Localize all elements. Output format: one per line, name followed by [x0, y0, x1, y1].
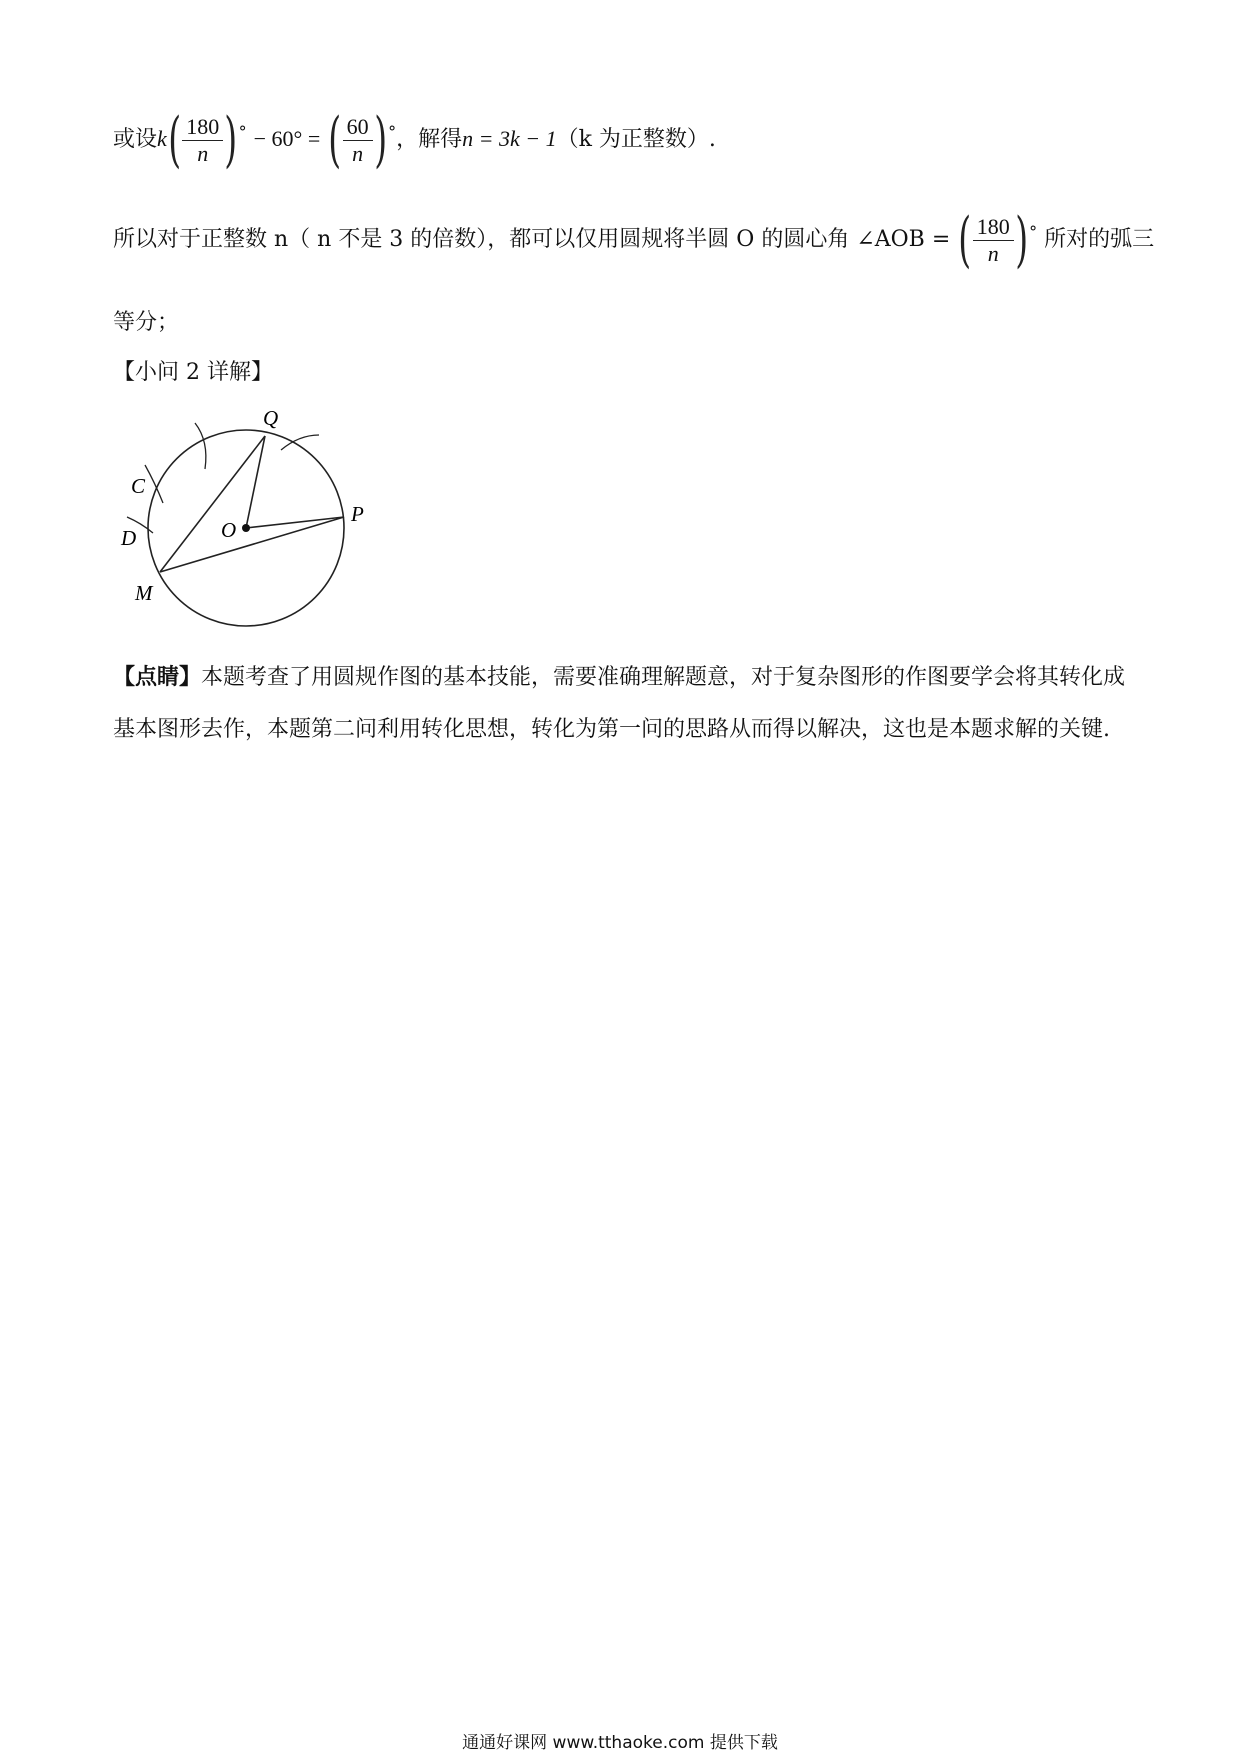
construction-arc	[281, 435, 319, 450]
section-heading: 【小问 2 详解】	[113, 360, 273, 385]
label-M: M	[135, 581, 153, 605]
paren-left: (	[168, 105, 181, 175]
fraction-numerator: 60	[343, 114, 373, 141]
text-line-2	[113, 205, 1155, 275]
fraction-denominator: n	[352, 140, 364, 166]
circle-construction-figure	[113, 405, 393, 630]
paren-right: )	[1014, 205, 1028, 275]
comment-line-2: 基本图形去作，本题第二问利用转化思想，转化为第一问的思路从而得以解决，这也是本题求解的关键.	[113, 717, 1110, 742]
line1-prefix: 或设	[113, 127, 158, 152]
center-point	[242, 524, 250, 532]
comment-text-1: 本题考查了用圆规作图的基本技能，需要准确理解题意，对于复杂图形的作图要学会将其转化成	[201, 665, 1126, 690]
construction-arc	[195, 423, 206, 469]
label-Q: Q	[263, 406, 279, 430]
paren-right: )	[373, 105, 387, 175]
comment-line-1	[113, 660, 1125, 691]
segment-MP	[160, 517, 344, 572]
paren-left: (	[958, 205, 972, 275]
degree-sign: °	[1029, 222, 1038, 242]
label-O: O	[221, 518, 237, 542]
label-P: P	[351, 502, 364, 526]
fraction-180-n	[182, 114, 223, 167]
paren-left: (	[328, 105, 342, 175]
minus-60-equals: − 60° =	[253, 126, 321, 151]
degree-sign: °	[388, 122, 397, 142]
degree-sign: °	[238, 122, 247, 142]
segment-OP	[246, 517, 344, 528]
var-k: k	[157, 126, 167, 151]
fraction-180-n	[973, 214, 1014, 267]
line1-mid: ，解得	[396, 127, 463, 152]
line1-suffix: （k 为正整数）.	[556, 127, 716, 152]
paren-right: )	[224, 105, 238, 175]
label-D: D	[121, 526, 137, 550]
construction-arc	[145, 465, 163, 503]
fraction-numerator: 180	[182, 114, 223, 141]
fraction-denominator: n	[197, 140, 209, 166]
fraction-denominator: n	[987, 240, 999, 266]
equation-n: n = 3k − 1	[462, 126, 557, 151]
segment-OQ	[246, 436, 265, 528]
fraction-60-n	[343, 114, 373, 167]
line2-text: 所以对于正整数 n（ n 不是 3 的倍数），都可以仅用圆规将半圆 O 的圆心角 ∠AOB =	[113, 227, 951, 252]
label-C: C	[131, 474, 146, 498]
text-line-3: 等分；	[113, 310, 180, 335]
footer: 通通好课网 www.tthaoke.com 提供下载	[462, 1733, 778, 1753]
line2-suffix: 所对的弧三	[1044, 227, 1155, 252]
segment-MQ	[160, 436, 265, 572]
comment-label: 【点睛】	[113, 664, 202, 690]
fraction-numerator: 180	[973, 214, 1014, 241]
equation-line-1	[113, 105, 716, 175]
